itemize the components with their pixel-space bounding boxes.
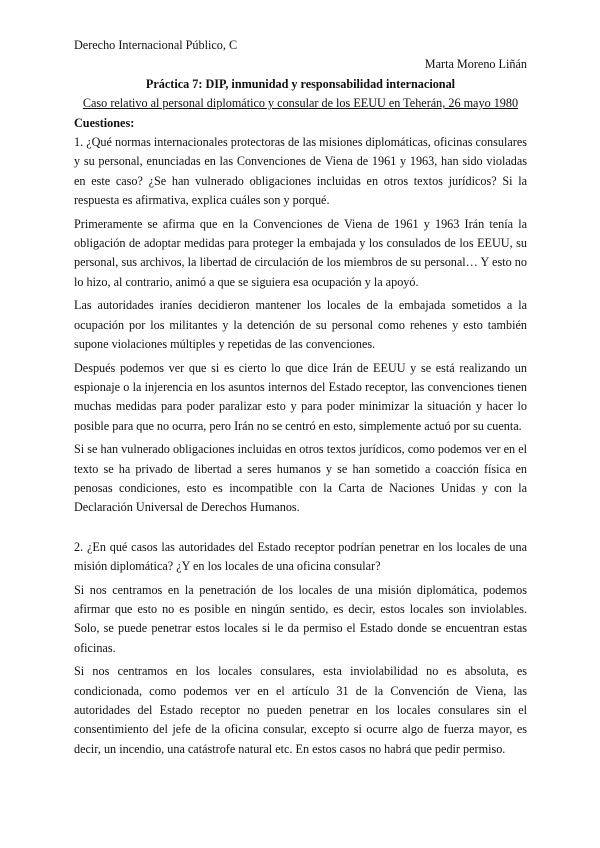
document-title: Práctica 7: DIP, inmunidad y responsabilidad internacional [145, 76, 456, 91]
answer-1-paragraph: Primeramente se afirma que en la Convenciones de Viena de 1961 y 1963 Irán tenía la obligación de adoptar medidas para proteger la embajada y los consulados de los EEUU, su personal, sus archivos, la libertad de circulación de los miembros de su personal… Y esto no lo hizo, al contrario, animó a que se siguiera esa ocupación y la apoyó. [74, 216, 527, 289]
answer-1-paragraph: Si se han vulnerado obligaciones incluidas en otros textos jurídicos, como podemos ver en el texto se ha privado de libertad a seres humanos y se han sometido a coacción física en penosas condiciones, esto es incompatible con la Carta de Naciones Unidas y con la Declaración Universal de Derechos Humanos. [74, 442, 527, 515]
section-heading: Cuestiones: [74, 115, 135, 130]
answer-2-paragraph: Si nos centramos en los locales consulares, esta inviolabilidad no es absoluta, es condicionada, como podemos ver en el artículo 31 de la Convención de Viena, las autoridades del Estado receptor no pueden penetrar en los locales consulares sin el consentimiento del jefe de la oficina consular, excepto si ocurre algo de fuerza mayor, es decir, un incendio, una catástrofe natural etc. En estos casos no habrá que pedir permiso. [74, 664, 527, 756]
question-2: 2. ¿En qué casos las autoridades del Estado receptor podrían penetrar en los locales de una misión diplomática? ¿Y en los locales de una oficina consular? [74, 539, 527, 574]
author-name: Marta Moreno Liñán [424, 57, 527, 72]
answer-2-paragraph: Si nos centramos en la penetración de los locales de una misión diplomática, podemos afirmar que esto no es posible en ningún sentido, es decir, estos locales son inviolables. Solo, se puede penetrar estos locales si le da permiso el Estado donde se encuentran estas oficinas. [74, 582, 527, 655]
document-subtitle: Caso relativo al personal diplomático y consular de los EEUU en Teherán, 26 mayo 1980 [82, 96, 519, 111]
answer-1-paragraph: Después podemos ver que si es cierto lo que dice Irán de EEUU y se está realizando un espionaje o la injerencia en los asuntos internos del Estado receptor, las convenciones tienen muchas medidas para poder paralizar esto y para poder minimizar la situación y hacer lo posible para que no ocurra, pero Irán no se centró en esto, simplemente actuó por su cuenta. [74, 360, 527, 433]
course-name: Derecho Internacional Público, C [74, 38, 238, 52]
question-1: 1. ¿Qué normas internacionales protectoras de las misiones diplomáticas, oficinas consulares y su personal, enunciadas en las Convenciones de Viena de 1961 y 1963, han sido violadas en este caso? ¿Se han vulnerado obligaciones incluidas en otros textos jurídicos? Si la respuesta es afirmativa, explica cuáles son y porqué. [74, 135, 527, 208]
answer-1-paragraph: Las autoridades iraníes decidieron mantener los locales de la embajada sometidos a la ocupación por los militantes y la detención de su personal como rehenes y esto también supone violaciones múltiples y repetidas de las convenciones. [74, 298, 527, 352]
paragraph-gap [74, 522, 527, 538]
